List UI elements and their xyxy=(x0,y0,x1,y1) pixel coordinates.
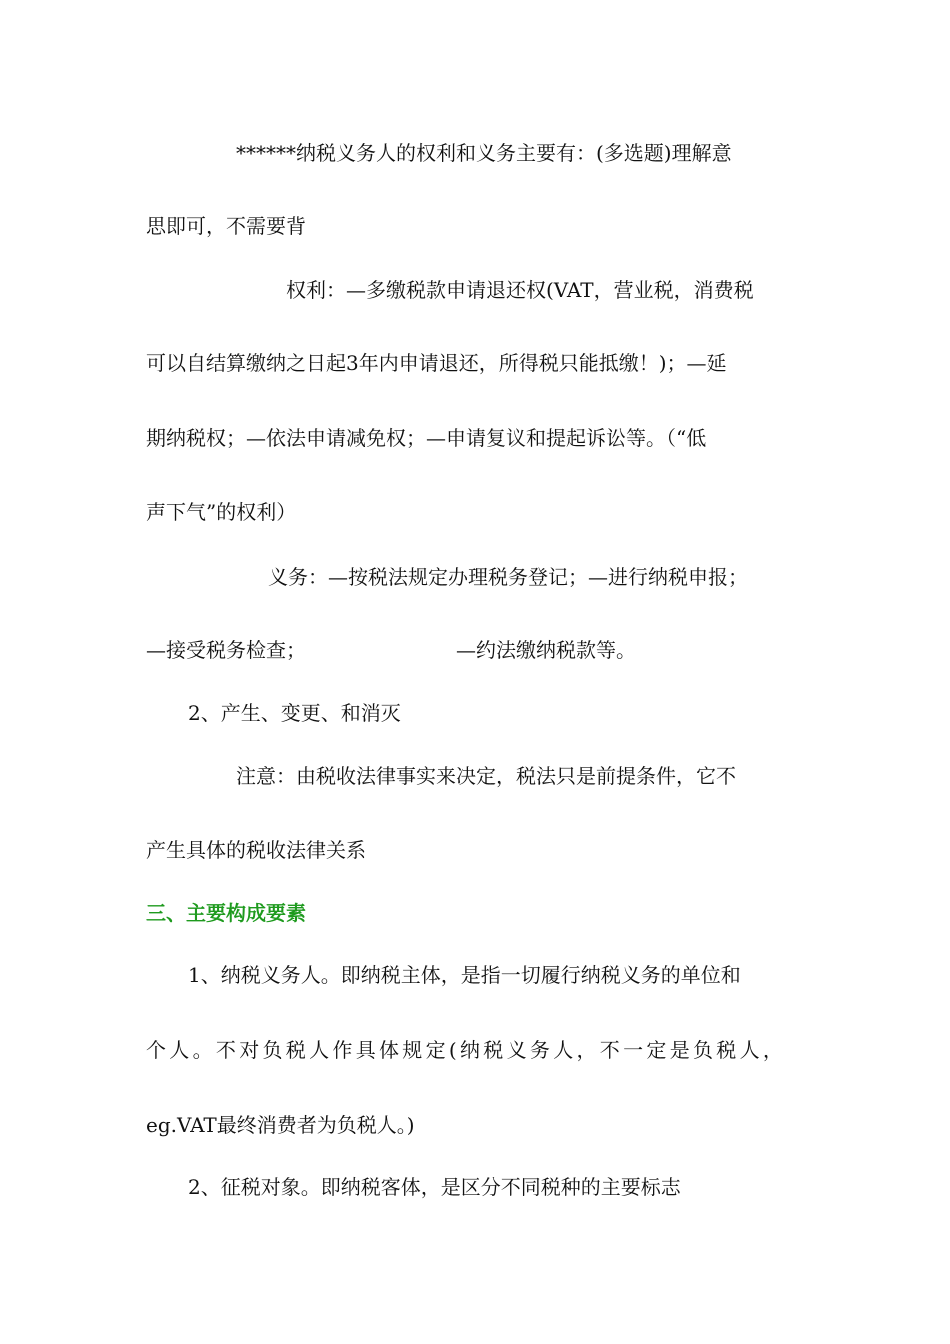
item-taxpayer: 1、纳税义务人。即纳税主体，是指一切履行纳税义务的单位和 xyxy=(188,963,741,987)
paragraph-rights-duties-intro: ******纳税义务人的权利和义务主要有：(多选题)理解意 xyxy=(236,141,732,165)
paragraph-line: 产生具体的税收法律关系 xyxy=(146,838,366,862)
paragraph-line: 思即可，不需要背 xyxy=(146,214,306,238)
paragraph-duties: 义务：—按税法规定办理税务登记；—进行纳税申报； xyxy=(268,565,748,589)
paragraph-line: 声下气”的权利） xyxy=(146,500,297,524)
paragraph-note: 注意：由税收法律事实来决定，税法只是前提条件，它不 xyxy=(236,764,736,788)
paragraph-line: 个人。不对负税人作具体规定(纳税义务人，不一定是负税人， xyxy=(146,1038,787,1062)
paragraph-line: 期纳税权；—依法申请减免权；—申请复议和提起诉讼等。（“低 xyxy=(146,426,707,450)
item-2-heading: 2、产生、变更、和消灭 xyxy=(188,701,401,725)
paragraph-rights: 权利：—多缴税款申请退还权(VAT，营业税，消费税 xyxy=(286,278,754,302)
paragraph-line: —接受税务检查； xyxy=(146,638,306,662)
paragraph-line: —约法缴纳税款等。 xyxy=(456,638,636,662)
section-heading: 三、主要构成要素 xyxy=(146,901,306,925)
paragraph-line: 可以自结算缴纳之日起3年内申请退还，所得税只能抵缴！)；—延 xyxy=(146,351,727,375)
item-tax-object: 2、征税对象。即纳税客体，是区分不同税种的主要标志 xyxy=(188,1175,681,1199)
paragraph-line: eg.VAT最终消费者为负税人。) xyxy=(146,1113,415,1137)
